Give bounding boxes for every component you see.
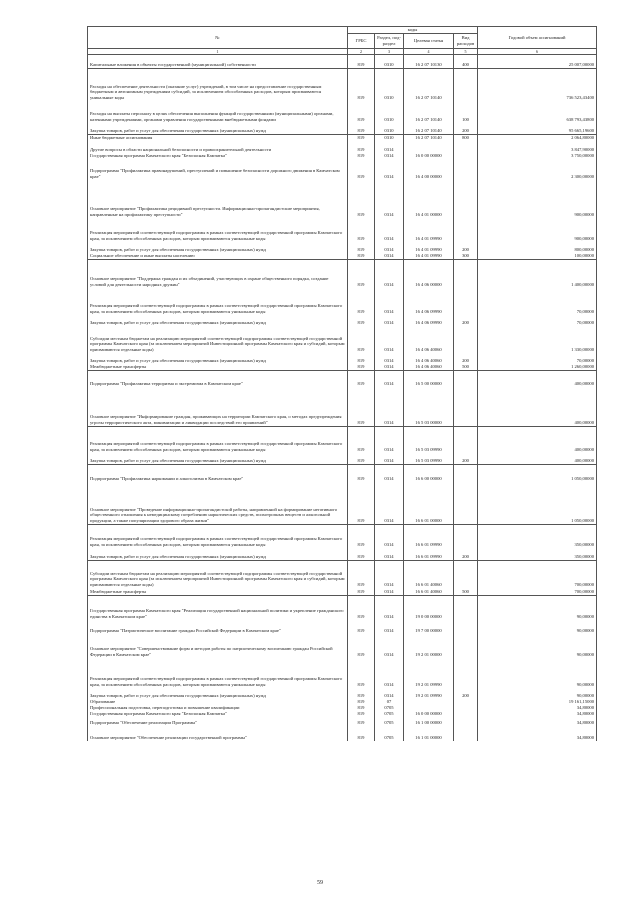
row-name: Закупка товаров, работ и услуг для обеспечения государственных (муниципальных) нужд [88,548,348,561]
row-name: Закупка товаров, работ и услуг для обеспечения государственных (муниципальных) нужд [88,315,348,326]
row-target: 16 5 00 00000 [404,370,454,387]
row-section: 0314 [375,453,404,465]
row-section: 0314 [375,482,404,525]
row-grbs: 819 [348,288,375,315]
row-name: Реализация мероприятий соответствующей подпрограммы в рамках соответствующей государственной программы Камчатского края, за исключением обособленных расходов, которым присваиваются уникальные коды [88,524,348,548]
row-amount: 1 400,00000 [478,259,597,288]
row-type [454,658,478,688]
row-name: Государственная программа Камчатского края "Безопасная Камчатка" [88,711,348,717]
row-grbs: 819 [348,711,375,717]
row-type: 200 [454,453,478,465]
row-type: 500 [454,588,478,596]
row-amount: 1 260,00000 [478,364,597,371]
row-amount: 638 793,43800 [478,101,597,123]
row-target: 16 4 06 40060 [404,364,454,371]
row-section: 0314 [375,387,404,427]
row-amount: 700,00000 [478,560,597,588]
table-row [88,315,597,326]
row-amount: 34,80000 [478,726,597,741]
row-section: 0314 [375,588,404,596]
budget-rows [88,54,597,741]
row-section: 0705 [375,726,404,741]
index-cell: 6 [478,48,597,54]
row-amount: 400,00000 [478,370,597,387]
row-grbs: 819 [348,353,375,364]
row-amount: 400,00000 [478,426,597,453]
row-name: Основное мероприятие "Профилактика рецидивной преступности. Информационно-пропагандистские мероприятия, направленные на профилактику преступности" [88,180,348,218]
row-section: 0310 [375,68,404,101]
row-type [454,141,478,153]
row-grbs: 819 [348,134,375,141]
row-target: 19 7 00 00000 [404,620,454,634]
row-name: Основное мероприятие "Проведение информационно-пропагандистской работы, направленной на формирование негативного общественного отношения к немедицинскому потреблению наркотических средств, психотропных веществ и алкогольной продукции, а также популяризации здорового образа жизни" [88,482,348,525]
table-row [88,353,597,364]
row-amount: 800,00000 [478,242,597,253]
row-grbs: 819 [348,658,375,688]
row-amount: 2 300,00000 [478,159,597,180]
row-target: 19 2 01 09990 [404,688,454,699]
header-codes: коды [348,27,478,34]
row-amount: 90,00000 [478,620,597,634]
row-grbs: 819 [348,242,375,253]
row-name: Закупка товаров, работ и услуг для обеспечения государственных (муниципальных) нужд [88,453,348,465]
row-type: 200 [454,123,478,135]
row-name: Субсидии местным бюджетам на реализацию мероприятий соответствующей подпрограммы соответствующей государственной программы Камчатского края (за исключением мероприятий Инвестиционной программы Камчатского края и субсидий, которым присваиваются отдельные коды) [88,560,348,588]
row-grbs: 819 [348,259,375,288]
row-name: Реализация мероприятий соответствующей подпрограммы в рамках соответствующей государственной программы Камчатского края, за исключением обособленных расходов, которым присваиваются уникальные коды [88,288,348,315]
row-grbs: 819 [348,364,375,371]
row-grbs: 819 [348,620,375,634]
row-target: 16 5 03 09990 [404,453,454,465]
table-row [88,180,597,218]
row-grbs: 819 [348,54,375,68]
row-grbs: 819 [348,699,375,705]
row-section: 0314 [375,242,404,253]
row-type: 500 [454,364,478,371]
table-row [88,159,597,180]
row-target: 16 0 00 00000 [404,711,454,717]
row-grbs: 819 [348,315,375,326]
row-grbs: 819 [348,180,375,218]
row-grbs: 819 [348,705,375,711]
index-cell: 3 [375,48,404,54]
table-row [88,370,597,387]
row-amount: 736 523,43400 [478,68,597,101]
row-grbs: 819 [348,453,375,465]
row-section: 0314 [375,658,404,688]
row-name: Основное мероприятие "Информирование граждан, проживающих на территории Камчатского края, о методах предупреждения угрозы террористического акта, минимизации и ликвидации последствий его проявлений" [88,387,348,427]
row-name: Государственная программа Камчатского края "Безопасная Камчатка" [88,153,348,159]
table-row [88,288,597,315]
row-type [454,288,478,315]
row-amount: 90,00000 [478,634,597,658]
row-section: 0314 [375,253,404,260]
row-type [454,68,478,101]
row-section: 0314 [375,180,404,218]
row-amount: 700,00000 [478,588,597,596]
row-section: 0314 [375,688,404,699]
row-section: 0314 [375,159,404,180]
row-name: Подпрограмма "Профилактика наркомании и алкоголизма в Камчатском крае" [88,464,348,482]
table-row [88,620,597,634]
row-name: Другие вопросы в области национальной безопасности и правоохранительной деятельности [88,141,348,153]
row-target: 16 6 01 40060 [404,588,454,596]
row-target: 16 6 01 09990 [404,548,454,561]
row-section: 0314 [375,464,404,482]
row-amount: 19 161,15000 [478,699,597,705]
table-row [88,595,597,620]
row-type [454,326,478,353]
table-row [88,68,597,101]
row-type [454,524,478,548]
row-amount: 70,00000 [478,315,597,326]
table-row [88,688,597,699]
row-amount: 34,80000 [478,705,597,711]
row-amount: 350,00000 [478,548,597,561]
row-target: 16 4 06 00000 [404,259,454,288]
row-amount: 95 665,19600 [478,123,597,135]
row-section: 0314 [375,315,404,326]
row-target: 16 4 01 09990 [404,218,454,242]
row-section: 0314 [375,353,404,364]
row-section: 0310 [375,54,404,68]
row-grbs: 819 [348,68,375,101]
row-amount: 2 064,80000 [478,134,597,141]
table-row [88,453,597,465]
table-row [88,387,597,427]
row-amount: 90,00000 [478,658,597,688]
row-section: 0310 [375,134,404,141]
row-name: Расходы на выплаты персоналу в целях обеспечения выполнения функций государственными (муниципальными) органами, казенными учреждениями, органами управления государственными внебюджетными фондами [88,101,348,123]
row-grbs: 819 [348,426,375,453]
row-name: Подпрограмма "Профилактика терроризма и экстремизма в Камчатском крае" [88,370,348,387]
table-row [88,123,597,135]
table-row [88,482,597,525]
row-grbs: 819 [348,387,375,427]
row-target: 16 2 07 10140 [404,101,454,123]
table-row [88,548,597,561]
row-amount: 1 050,00000 [478,482,597,525]
row-name: Основное мероприятие "Совершенствование форм и методов работы по патриотическому воспитанию граждан Российской Федерации в Камчатском крае" [88,634,348,658]
row-grbs: 819 [348,726,375,741]
index-cell: 1 [88,48,348,54]
row-section: 07 [375,699,404,705]
index-cell: 4 [404,48,454,54]
header-type: Вид расходов [454,33,478,48]
row-section: 0314 [375,153,404,159]
row-grbs: 819 [348,153,375,159]
table-row [88,242,597,253]
row-grbs: 819 [348,524,375,548]
row-grbs: 819 [348,218,375,242]
row-target: 16 4 06 40060 [404,353,454,364]
budget-table [87,26,597,741]
row-type [454,426,478,453]
row-amount: 900,00000 [478,180,597,218]
row-section: 0314 [375,259,404,288]
row-section: 0705 [375,717,404,726]
row-name: Подпрограмма "Обеспечение реализации Программы" [88,717,348,726]
table-row [88,101,597,123]
row-section: 0314 [375,326,404,353]
row-grbs: 819 [348,326,375,353]
table-row [88,326,597,353]
row-type [454,482,478,525]
table-row [88,54,597,68]
table-row [88,141,597,153]
row-type [454,464,478,482]
row-target: 16 6 00 00000 [404,464,454,482]
row-section: 0314 [375,288,404,315]
row-grbs: 819 [348,370,375,387]
row-amount: 100,00000 [478,253,597,260]
row-name: Государственная программа Камчатского края "Реализация государственной национальной политики и укрепление гражданского единства в Камчатском крае" [88,595,348,620]
row-target: 16 4 01 09990 [404,253,454,260]
row-amount: 90,00000 [478,688,597,699]
row-name: Основное мероприятие "Обеспечение реализации государственной программы" [88,726,348,741]
row-grbs: 819 [348,101,375,123]
row-target: 16 4 01 09990 [404,242,454,253]
row-grbs: 819 [348,595,375,620]
row-name: Основное мероприятие "Поддержка граждан и их объединений, участвующих в охране общественного порядка, создание условий для деятельности народных дружин" [88,259,348,288]
row-name: Закупка товаров, работ и услуг для обеспечения государственных (муниципальных) нужд [88,242,348,253]
row-type: 200 [454,242,478,253]
row-grbs: 819 [348,141,375,153]
row-amount: 25 007,00000 [478,54,597,68]
table-row [88,426,597,453]
row-type [454,218,478,242]
page-number: 59 [317,880,323,886]
row-section: 0705 [375,711,404,717]
row-section: 0314 [375,620,404,634]
row-section: 0314 [375,634,404,658]
header-grbs: ГРБС [348,33,375,48]
row-name: Закупка товаров, работ и услуг для обеспечения государственных (муниципальных) нужд [88,123,348,135]
row-grbs: 819 [348,560,375,588]
row-target: 16 4 06 40060 [404,326,454,353]
row-name: Подпрограмма "Профилактика правонарушений, преступлений и повышение безопасности дорожного движения в Камчатском крае" [88,159,348,180]
row-name: Межбюджетные трансферты [88,364,348,371]
row-type: 200 [454,548,478,561]
row-name: Социальное обеспечение и иные выплаты населению [88,253,348,260]
row-section: 0310 [375,101,404,123]
table-row [88,259,597,288]
row-grbs: 819 [348,688,375,699]
row-name: Межбюджетные трансферты [88,588,348,596]
table-row [88,588,597,596]
row-type [454,560,478,588]
row-grbs: 819 [348,123,375,135]
index-cell: 2 [348,48,375,54]
row-section: 0314 [375,560,404,588]
row-name: Иные бюджетные ассигнования [88,134,348,141]
row-type: 400 [454,54,478,68]
table-row [88,218,597,242]
row-section: 0314 [375,548,404,561]
row-amount: 90,00000 [478,595,597,620]
row-target: 16 2 07 10130 [404,54,454,68]
row-section: 0310 [375,123,404,135]
row-grbs: 819 [348,159,375,180]
row-type: 800 [454,134,478,141]
row-grbs: 819 [348,588,375,596]
row-grbs: 819 [348,464,375,482]
row-name: Субсидии местным бюджетам на реализацию мероприятий соответствующей подпрограммы соответствующей государственной программы Камчатского края (за исключением мероприятий Инвестиционной программы Камчатского края и субсидий, которым присваиваются отдельные коды) [88,326,348,353]
row-amount: 350,00000 [478,524,597,548]
row-name: Закупка товаров, работ и услуг для обеспечения государственных (муниципальных) нужд [88,353,348,364]
row-type [454,370,478,387]
row-type [454,717,478,726]
row-name: Образование [88,699,348,705]
row-amount: 1 050,00000 [478,464,597,482]
table-row [88,726,597,741]
row-section: 0705 [375,705,404,711]
row-amount: 900,00000 [478,218,597,242]
row-target: 16 1 00 00000 [404,717,454,726]
row-name: Расходы на обеспечение деятельности (оказание услуг) учреждений, в том числе на предоставление государственным бюджетным и автономным учреждениям субсидий, за исключением обособленных расходов, которым присваиваются уникальные коды [88,68,348,101]
row-type: 200 [454,353,478,364]
row-target [404,141,454,153]
row-type: 200 [454,315,478,326]
row-type: 300 [454,253,478,260]
row-type [454,620,478,634]
row-section: 0314 [375,141,404,153]
row-section: 0314 [375,370,404,387]
row-section: 0314 [375,364,404,371]
row-name: Реализация мероприятий соответствующей подпрограммы в рамках соответствующей государственной программы Камчатского края, за исключением обособленных расходов, которым присваиваются уникальные коды [88,426,348,453]
row-section: 0314 [375,595,404,620]
row-amount: 3 750,00000 [478,153,597,159]
row-section: 0314 [375,524,404,548]
row-amount: 1 330,00000 [478,326,597,353]
row-target: 16 5 03 09990 [404,426,454,453]
table-row [88,658,597,688]
index-cell: 5 [454,48,478,54]
row-name: Реализация мероприятий соответствующей подпрограммы в рамках соответствующей государственной программы Камчатского края, за исключением обособленных расходов, которым присваиваются уникальные коды [88,658,348,688]
row-type [454,595,478,620]
row-amount: 3 847,90000 [478,141,597,153]
row-target: 16 2 07 10140 [404,68,454,101]
row-target: 16 0 00 00000 [404,153,454,159]
row-amount: 70,00000 [478,353,597,364]
header-amount: Годовой объем ассигнований [478,27,597,49]
row-type: 100 [454,101,478,123]
row-name: Профессиональная подготовка, переподготовка и повышение квалификации [88,705,348,711]
row-grbs: 819 [348,253,375,260]
row-name: Закупка товаров, работ и услуг для обеспечения государственных (муниципальных) нужд [88,688,348,699]
header-num: № [88,27,348,49]
row-amount: 400,00000 [478,453,597,465]
row-target: 16 2 07 10140 [404,134,454,141]
row-amount: 34,80000 [478,711,597,717]
row-grbs: 819 [348,717,375,726]
row-name: Капитальные вложения в объекты государственной (муниципальной) собственности [88,54,348,68]
table-row [88,560,597,588]
header-target: Целевая статья [404,33,454,48]
row-type: 200 [454,688,478,699]
row-section: 0314 [375,426,404,453]
row-amount: 34,80000 [478,717,597,726]
row-target: 19 2 01 00000 [404,634,454,658]
row-section: 0314 [375,218,404,242]
row-target: 16 6 01 09990 [404,524,454,548]
row-type [454,387,478,427]
table-row [88,717,597,726]
row-target: 19 2 01 09990 [404,658,454,688]
row-type [454,259,478,288]
row-target: 16 4 06 09990 [404,315,454,326]
row-type [454,180,478,218]
row-target: 19 0 00 00000 [404,595,454,620]
row-grbs: 819 [348,634,375,658]
row-target: 16 6 01 40060 [404,560,454,588]
table-row [88,524,597,548]
row-type [454,159,478,180]
table-row [88,634,597,658]
header-section: Раздел, под-раздел [375,33,404,48]
row-target: 16 6 01 00000 [404,482,454,525]
row-target: 16 4 06 09990 [404,288,454,315]
row-type [454,634,478,658]
table-row [88,464,597,482]
row-amount: 70,00000 [478,288,597,315]
row-target: 16 4 00 00000 [404,159,454,180]
row-name: Реализация мероприятий соответствующей подпрограммы в рамках соответствующей государственной программы Камчатского края, за исключением обособленных расходов, которым присваиваются уникальные коды [88,218,348,242]
row-target: 16 1 01 00000 [404,726,454,741]
row-target: 16 2 07 10140 [404,123,454,135]
row-grbs: 819 [348,548,375,561]
row-amount: 400,00000 [478,387,597,427]
row-grbs: 819 [348,482,375,525]
row-type [454,726,478,741]
row-name: Подпрограмма "Патриотическое воспитание граждан Российской Федерации в Камчатском крае" [88,620,348,634]
row-target: 16 4 01 00000 [404,180,454,218]
row-target: 16 5 03 00000 [404,387,454,427]
